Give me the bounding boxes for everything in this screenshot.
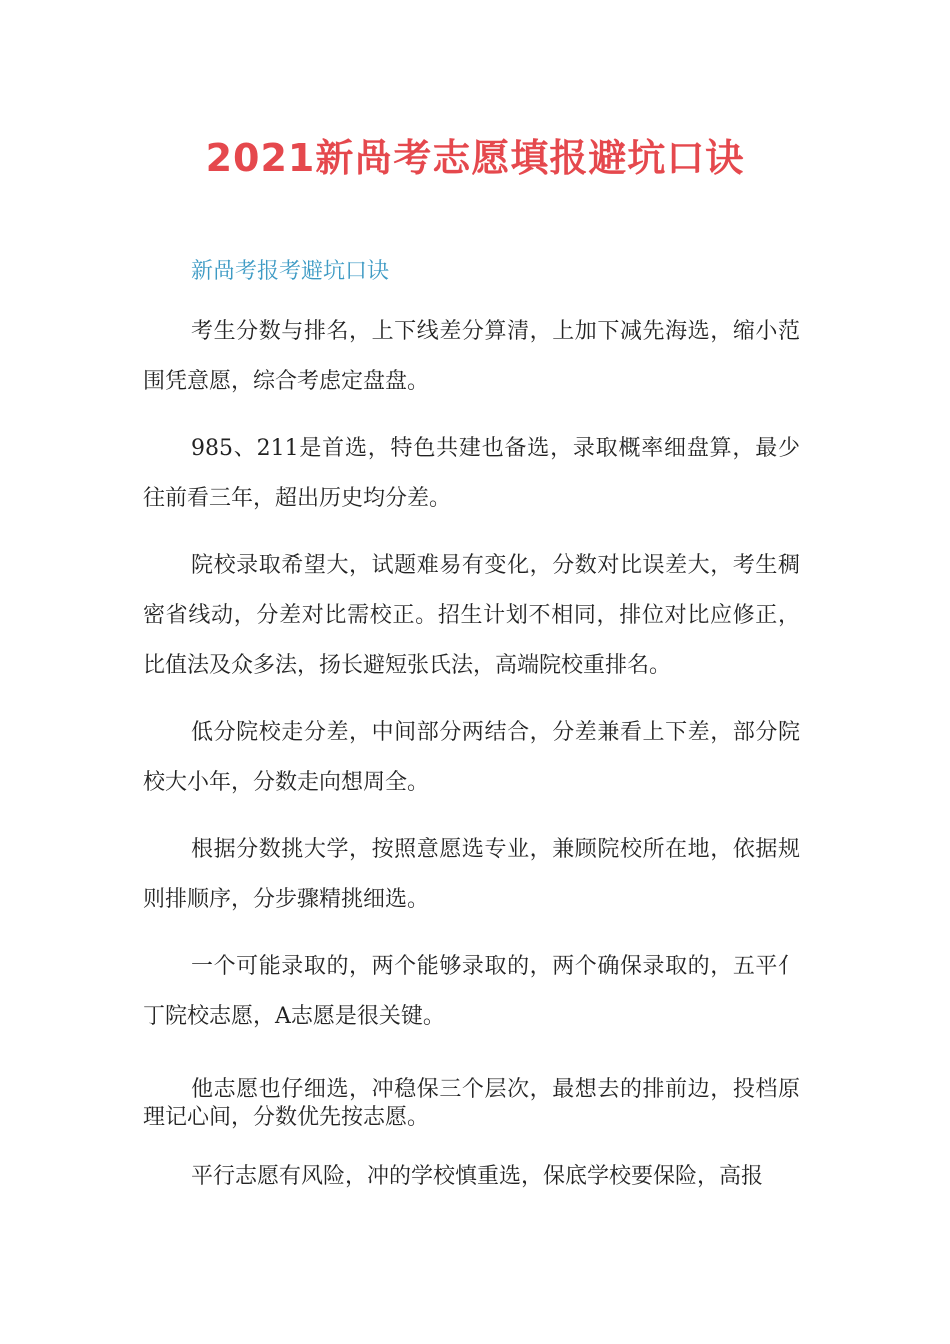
paragraph-8: 平行志愿有风险，冲的学校慎重选，保底学校要保险，高报 <box>191 1164 764 1189</box>
paragraph-2: 985、211是首选，特色共建也备选，录取概率细盘算，最少往前看三年，超出历史均分差。 <box>143 436 800 511</box>
paragraph-5: 根据分数挑大学，按照意愿选专业，兼顾院校所在地，依据规则排顺序，分步骤精挑细选。 <box>143 837 800 912</box>
section-heading: 新咼考报考避坑口诀 <box>191 259 390 284</box>
paragraph-3: 院校录取希望大，试题难易有变化，分数对比误差大，考生稠密省线动，分差对比需校正。招生计划不相同，排位对比应修正，比值法及众多法，扬长避短张氏法，高端院校重排名。 <box>143 553 800 678</box>
paragraph-1: 考生分数与排名，上下线差分算清，上加下减先海选，缩小范围凭意愿，综合考虑定盘盘。 <box>143 319 800 394</box>
paragraph-7: 他志愿也仔细选，冲稳保三个层次，最想去的排前边，投档原理记心间，分数优先按志愿。 <box>143 1077 800 1130</box>
paragraph-4: 低分院校走分差，中间部分两结合，分差兼看上下差，部分院校大小年，分数走向想周全。 <box>143 720 800 795</box>
paragraph-6: 一个可能录取的，两个能够录取的，两个确保录取的，五平亻丁院校志愿，A志愿是很关键。 <box>143 954 800 1029</box>
page-title: 2021新咼考志愿填报避坑口诀 <box>205 136 745 181</box>
